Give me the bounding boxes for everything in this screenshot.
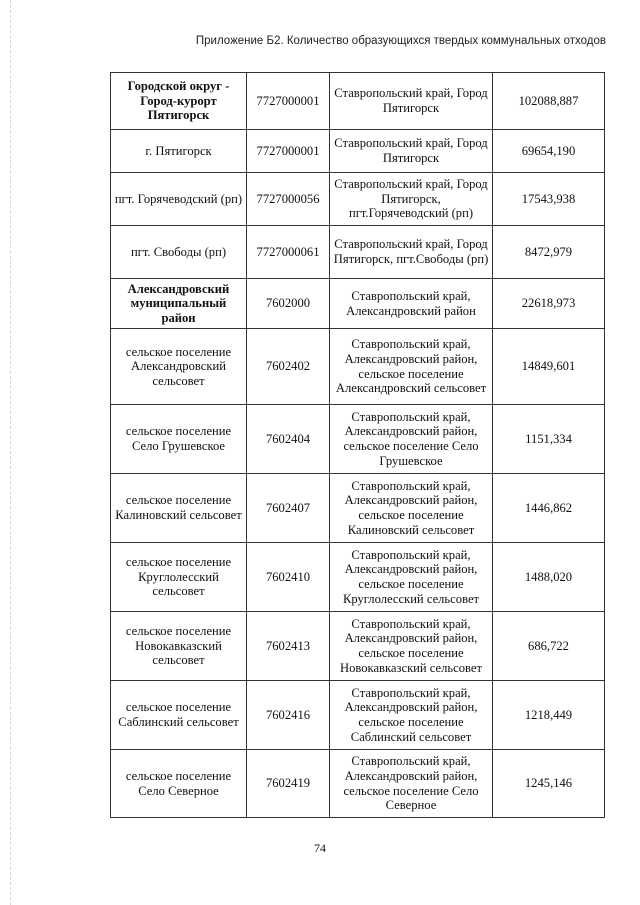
- oktmo-code-cell: 7602413: [247, 612, 330, 681]
- table-row: [111, 543, 605, 612]
- location-cell: Ставропольский край, Александровский район, сельское поселение Село Грушевское: [330, 405, 493, 474]
- oktmo-code-cell: 7602404: [247, 405, 330, 474]
- location-cell: Ставропольский край, Город Пятигорск: [330, 130, 493, 173]
- municipality-name-cell: Городской округ - Город-курорт Пятигорск: [111, 73, 247, 130]
- waste-amount-cell: 686,722: [493, 612, 605, 681]
- waste-amount-cell: 22618,973: [493, 279, 605, 329]
- table-row: [111, 405, 605, 474]
- waste-amount-cell: 1446,862: [493, 474, 605, 543]
- waste-amount-cell: 8472,979: [493, 226, 605, 279]
- location-cell: Ставропольский край, Александровский район, сельское поселение Новокавказский сельсовет: [330, 612, 493, 681]
- waste-table-body: [111, 73, 605, 818]
- municipality-name-cell: Александровский муниципальный район: [111, 279, 247, 329]
- table-row: [111, 612, 605, 681]
- location-cell: Ставропольский край, Александровский район: [330, 279, 493, 329]
- table-row: [111, 279, 605, 329]
- municipality-name-cell: сельское поселение Александровский сельсовет: [111, 329, 247, 405]
- table-row: [111, 226, 605, 279]
- table-row: [111, 750, 605, 818]
- page-number: 74: [314, 841, 326, 855]
- table-row: [111, 681, 605, 750]
- oktmo-code-cell: 7602419: [247, 750, 330, 818]
- waste-amount-cell: 1151,334: [493, 405, 605, 474]
- oktmo-code-cell: 7602416: [247, 681, 330, 750]
- oktmo-code-cell: 7602000: [247, 279, 330, 329]
- location-cell: Ставропольский край, Александровский район, сельское поселение Саблинский сельсовет: [330, 681, 493, 750]
- municipality-name-cell: сельское поселение Калиновский сельсовет: [111, 474, 247, 543]
- municipality-name-cell: сельское поселение Село Грушевское: [111, 405, 247, 474]
- municipality-name-cell: сельское поселение Саблинский сельсовет: [111, 681, 247, 750]
- waste-amount-cell: 1245,146: [493, 750, 605, 818]
- page-edge-guide: [10, 0, 11, 905]
- location-cell: Ставропольский край, Александровский район, сельское поселение Александровский сельсовет: [330, 329, 493, 405]
- table-row: [111, 474, 605, 543]
- waste-table: [110, 72, 605, 818]
- oktmo-code-cell: 7602407: [247, 474, 330, 543]
- municipality-name-cell: г. Пятигорск: [111, 130, 247, 173]
- table-row: [111, 73, 605, 130]
- table-row: [111, 329, 605, 405]
- oktmo-code-cell: 7602410: [247, 543, 330, 612]
- location-cell: Ставропольский край, Александровский район, сельское поселение Калиновский сельсовет: [330, 474, 493, 543]
- table-row: [111, 130, 605, 173]
- location-cell: Ставропольский край, Город Пятигорск, пгт.Свободы (рп): [330, 226, 493, 279]
- location-cell: Ставропольский край, Город Пятигорск, пгт.Горячеводский (рп): [330, 173, 493, 226]
- location-cell: Ставропольский край, Город Пятигорск: [330, 73, 493, 130]
- oktmo-code-cell: 7727000061: [247, 226, 330, 279]
- page-header: Приложение Б2. Количество образующихся твердых коммунальных отходов: [195, 35, 606, 47]
- location-cell: Ставропольский край, Александровский район, сельское поселение Село Северное: [330, 750, 493, 818]
- municipality-name-cell: сельское поселение Круглолесский сельсовет: [111, 543, 247, 612]
- municipality-name-cell: сельское поселение Село Северное: [111, 750, 247, 818]
- waste-amount-cell: 14849,601: [493, 329, 605, 405]
- municipality-name-cell: пгт. Горячеводский (рп): [111, 173, 247, 226]
- oktmo-code-cell: 7727000001: [247, 73, 330, 130]
- waste-amount-cell: 69654,190: [493, 130, 605, 173]
- municipality-name-cell: пгт. Свободы (рп): [111, 226, 247, 279]
- waste-amount-cell: 17543,938: [493, 173, 605, 226]
- waste-amount-cell: 102088,887: [493, 73, 605, 130]
- oktmo-code-cell: 7602402: [247, 329, 330, 405]
- location-cell: Ставропольский край, Александровский район, сельское поселение Круглолесский сельсовет: [330, 543, 493, 612]
- waste-amount-cell: 1488,020: [493, 543, 605, 612]
- municipality-name-cell: сельское поселение Новокавказский сельсовет: [111, 612, 247, 681]
- oktmo-code-cell: 7727000001: [247, 130, 330, 173]
- oktmo-code-cell: 7727000056: [247, 173, 330, 226]
- waste-amount-cell: 1218,449: [493, 681, 605, 750]
- table-row: [111, 173, 605, 226]
